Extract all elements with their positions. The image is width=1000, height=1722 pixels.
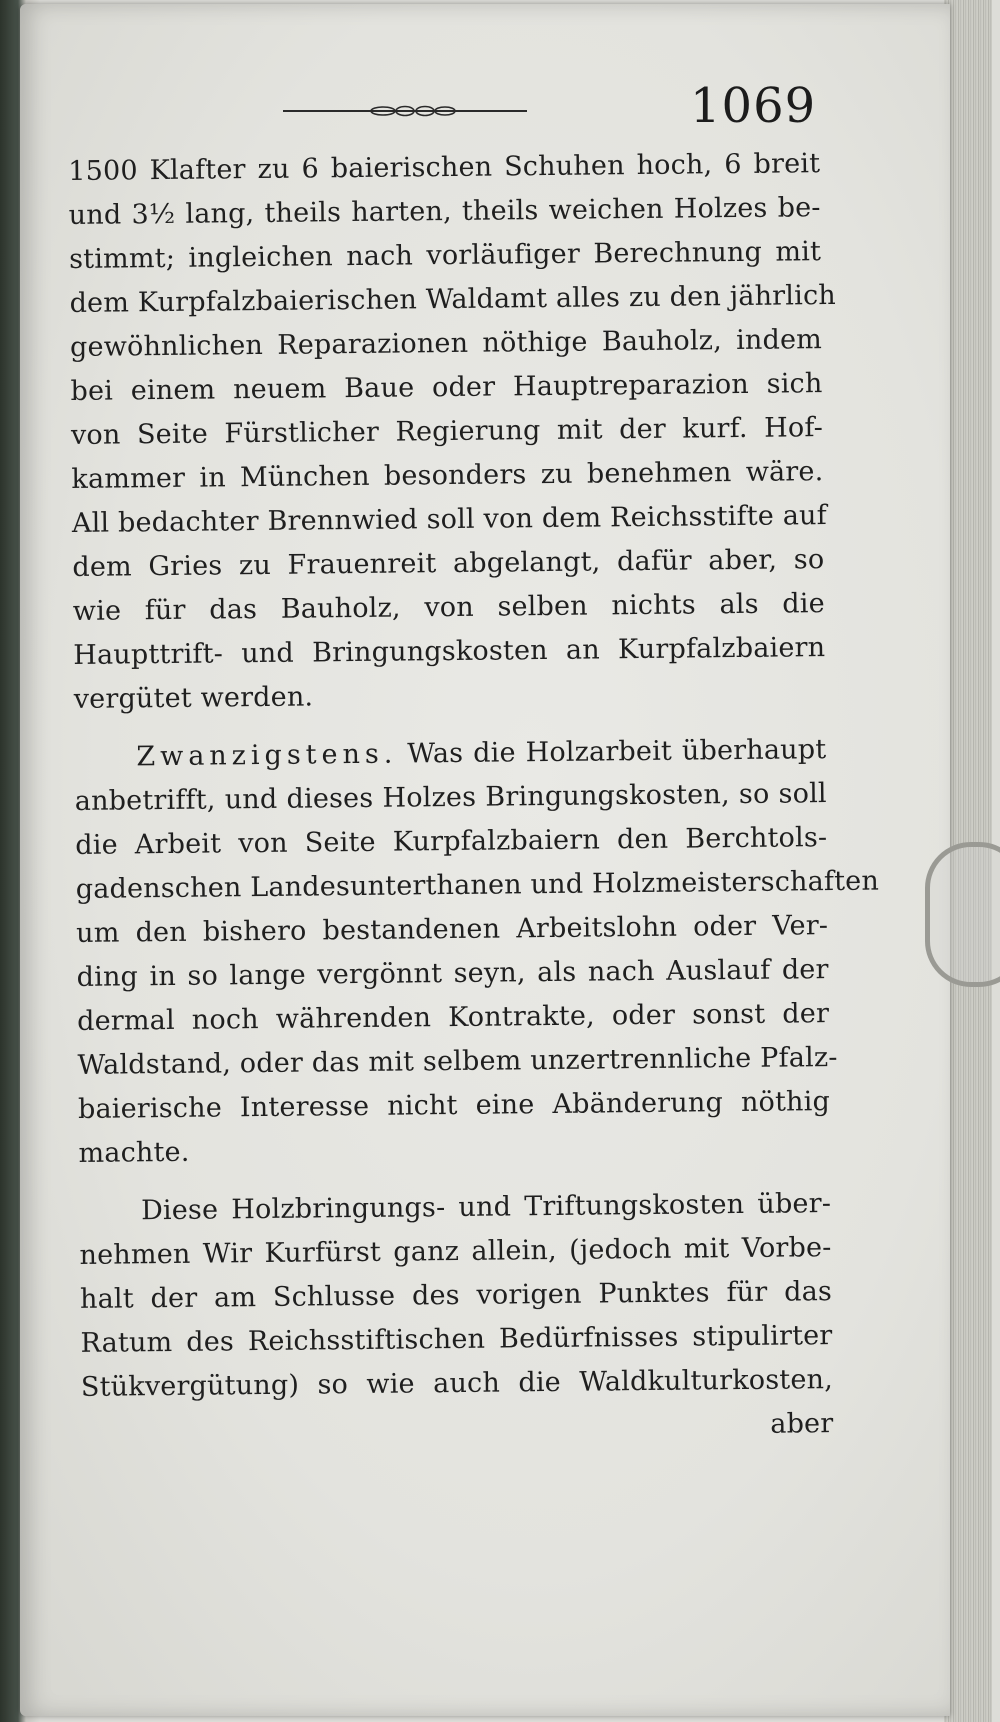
text-line: anbetrifft, und dieses Holzes Bringungskosten, so soll [74,778,827,817]
text-line: gewöhnlichen Reparazionen nöthige Bauholz, indem [69,324,823,363]
text-line: baierische Interesse nicht eine Abänderung nöthig [77,1086,831,1125]
header-ornament [283,104,527,118]
text-line: All bedachter Brennwied soll von dem Reichsstifte auf [71,500,827,539]
catchword: aber [770,1408,834,1440]
text-line: die Arbeit von Seite Kurpfalzbaiern den Berchtols- [75,822,828,861]
text-line: dem Gries zu Frauenreit abgelangt, dafür aber, so [72,544,825,583]
text-line: vergütet werden. [73,681,314,715]
text-line: bei einem neuem Baue oder Hauptreparazion sich [70,368,823,407]
text-line: Haupttrift- und Bringungskosten an Kurpfalzbaiern [73,632,826,671]
text-line: dermal noch währenden Kontrakte, oder sonst der [76,998,830,1037]
text-line: um den bishero bestandenen Arbeitslohn oder Ver- [76,910,829,949]
text-line: gadenschen Landesunterthanen und Holzmeisterschaften [75,865,880,905]
text-line: nehmen Wir Kurfürst ganz allein, (jedoch mit Vorbe- [79,1232,832,1271]
text-line: von Seite Fürstlicher Regierung mit der kurf. Hof- [70,412,824,451]
text-line-rest: Was die Holzarbeit überhaupt [407,734,827,770]
text-line: ding in so lange vergönnt seyn, als nach Auslauf der [76,954,829,993]
text-line: machte. [78,1136,190,1169]
text-line: halt der am Schlusse des vorigen Punktes für das [79,1276,833,1315]
thumb-index-tab [925,842,1000,987]
text-line: Stükvergütung) so wie auch die Waldkulturkosten, [80,1364,834,1403]
text-line: dem Kurpfalzbaierischen Waldamt alles zu den jährlich [69,279,837,319]
section-heading: Zwanzigstens. [136,738,398,773]
text-line: stimmt; ingleichen nach vorläufiger Berechnung mit [68,236,822,275]
page-number: 1069 [690,78,817,134]
text-line: Ratum des Reichsstiftischen Bedürfnisses stipulirter [80,1320,833,1359]
text-line: kammer in München besonders zu benehmen wäre. [71,456,824,495]
text-line: wie für das Bauholz, von selben nichts als die [72,588,825,627]
text-line: Waldstand, oder das mit selbem unzertrennliche Pfalz- [77,1041,838,1081]
paragraph-first-line [74,728,826,780]
text-line: Diese Holzbringungs- und Triftungskosten über- [140,1188,832,1227]
text-line: und 3½ lang, theils harten, theils weichen Holzes be- [68,192,821,231]
text-line: 1500 Klafter zu 6 baierischen Schuhen hoch, 6 breit [68,148,821,187]
body-text [68,142,880,1454]
